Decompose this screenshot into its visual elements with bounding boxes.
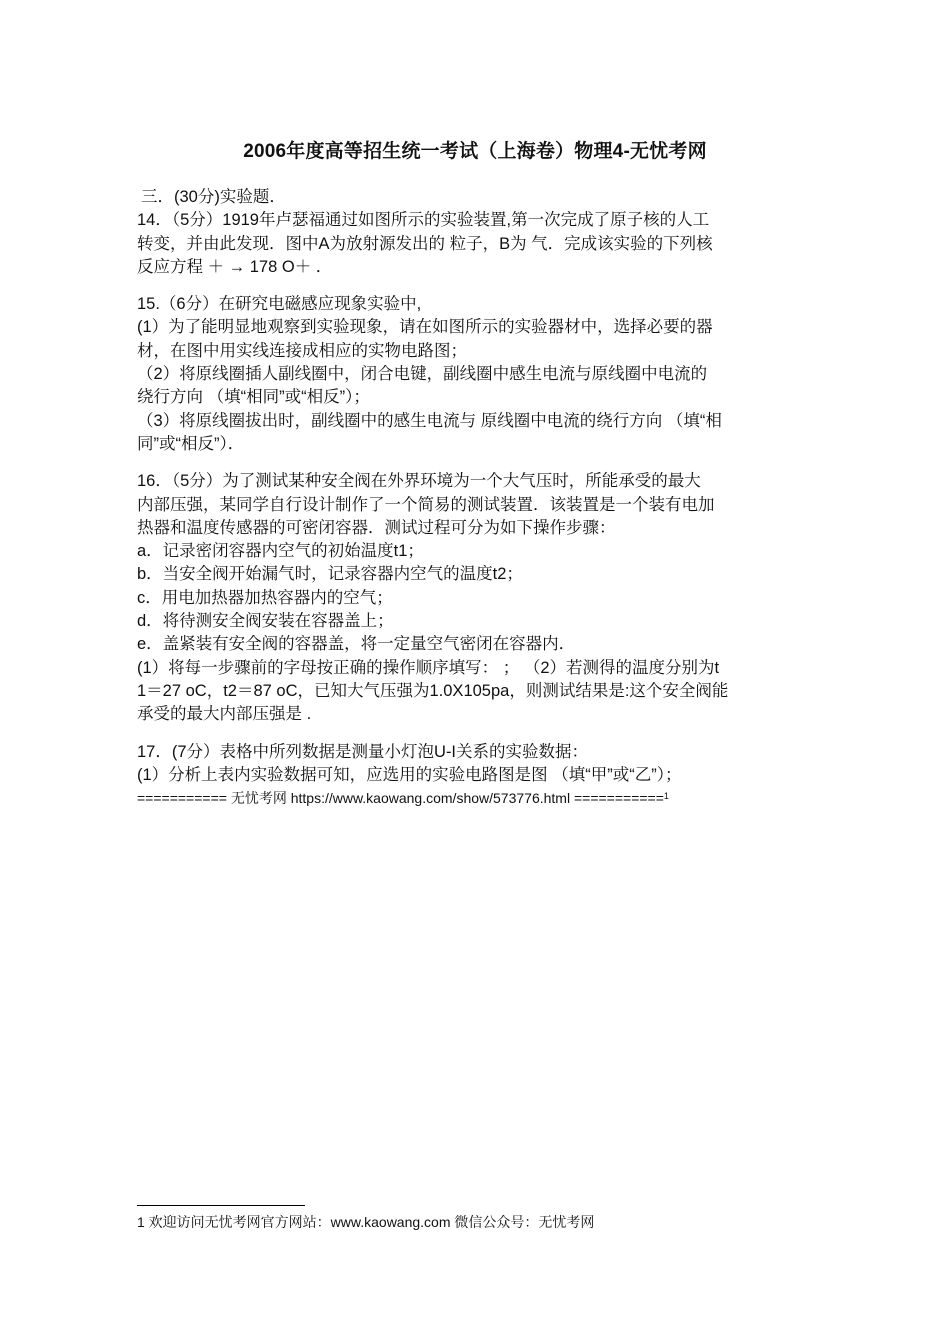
text-line: (1）为了能明显地观察到实验现象，请在如图所示的实验器材中，选择必要的器 [137,318,713,337]
text-line: 16．（5分）为了测试某种安全阀在外界环境为一个大气压时，所能承受的最大 [137,472,701,491]
text-line: e．盖紧装有安全阀的容器盖，将一定量空气密闭在容器内． [137,635,576,654]
text-line: (1）分析上表内实验数据可知，应选用的实验电路图是图 （填“甲”或“乙”）； [137,765,682,784]
text-line: （3）将原线圈拔出时，副线圈中的感生电流与 原线圈中电流的绕行方向 （填“相 [137,411,722,430]
text-line: 15.（6分）在研究电磁感应现象实验中, [137,295,422,314]
text-line: 热器和温度传感器的可密闭容器．测试过程可分为如下操作步骤： [137,518,616,537]
page-title: 2006年度高等招生统一考试（上海卷）物理4-无忧考网 [243,141,707,162]
source-url-text: =========== 无忧考网 https://www.kaowang.com/show/573776.html =========== [137,790,664,807]
text-line: 14．（5分）1919年卢瑟福通过如图所示的实验装置,第一次完成了原子核的人工 [137,211,710,230]
text-line: 同”或“相反”）． [137,434,245,453]
document-body [137,186,827,810]
text-line: 绕行方向 （填“相同”或“相反”）； [137,388,370,407]
text-line: 反应方程 ＋ → 178 O＋ ． [137,257,333,276]
text-line: （2）将原线圈插人副线圈中，闭合电键，副线圈中感生电流与原线圈中电流的 [137,365,708,384]
footnote-divider [137,1205,305,1206]
text-line: d．将待测安全阀安装在容器盖上； [137,612,394,631]
text-line: 转变，并由此发现．图中A为放射源发出的 粒子，B为 气．完成该实验的下列核 [137,234,713,253]
footnote-marker: 1 [663,791,669,802]
text-line: 承受的最大内部压强是 . [137,705,312,724]
text-line: (1）将每一步骤前的字母按正确的操作顺序填写： ； （2）若测得的温度分别为t [137,658,720,677]
text-line: 1＝27 oC，t2＝87 oC，已知大气压强为1.0X105pa，则测试结果是:这个安全阀能 [137,681,729,700]
text-line: a．记录密闭容器内空气的初始温度t1； [137,542,424,561]
text-line: b．当安全阀开始漏气时，记录容器内空气的温度t2； [137,565,523,584]
text-line: c．用电加热器加热容器内的空气； [137,588,393,607]
text-line: 内部压强，某同学自行设计制作了一个简易的测试装置．该装置是一个装有电加 [137,495,715,514]
question-14 [137,209,827,279]
question-16 [137,470,827,726]
source-line [137,787,827,810]
text-line: 17．(7分）表格中所列数据是测量小灯泡U-I关系的实验数据： [137,742,589,761]
question-17 [137,741,827,788]
footnote: 1 欢迎访问无忧考网官方网站：www.kaowang.com 微信公众号：无忧考网 [137,1214,595,1230]
text-line: 材，在图中用实线连接成相应的实物电路图； [137,341,467,360]
section-heading: 三．(30分)实验题． [141,188,286,206]
question-15 [137,293,827,456]
